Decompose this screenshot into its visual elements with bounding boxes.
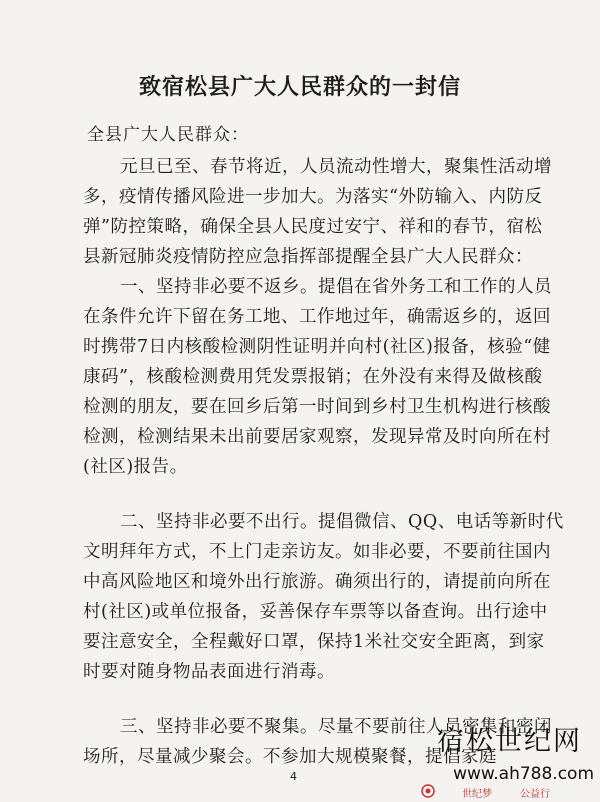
paragraph-line: (社区)报告。 xyxy=(83,457,188,477)
paragraph-line: 在条件允许下留在务工地、工作地过年，确需返乡的，返回 xyxy=(83,307,551,327)
watermark-url: www.ah788.com xyxy=(453,764,594,784)
watermark-slogan-right: 公益行 xyxy=(520,789,550,800)
paragraph-line: 场所，尽量减少聚会。不参加大规模聚餐，提倡家庭 xyxy=(83,747,497,767)
watermark-site-name: 宿松世纪网 xyxy=(437,726,582,757)
site-watermark xyxy=(422,714,600,800)
paragraph-line: 要注意安全，全程戴好口罩，保持1米社交安全距离，到家 xyxy=(83,632,545,652)
paragraph-line: 时携带7日内核酸检测阴性证明并向村(社区)报备，核验“健 xyxy=(83,337,551,357)
paragraph-line: 元旦已至、春节将近，人员流动性增大，聚集性活动增 xyxy=(120,157,552,177)
paragraph-line: 一、坚持非必要不返乡。提倡在省外务工和工作的人员 xyxy=(120,277,552,297)
document-title: 致宿松县广大人民群众的一封信 xyxy=(138,75,461,100)
paragraph-line: 中高风险地区和境外出行旅游。确须出行的，请提前向所在 xyxy=(83,572,551,592)
paragraph-line: 县新冠肺炎疫情防控应急指挥部提醒全县广大人民群众： xyxy=(83,247,533,267)
page-number: 4 xyxy=(290,770,297,783)
paragraph-line: 时要对随身物品表面进行消毒。 xyxy=(83,662,335,682)
salutation: 全县广大人民群众： xyxy=(87,125,249,145)
paragraph-line: 三、坚持非必要不聚集。尽量不要前往人员密集和密闭 xyxy=(120,717,552,737)
paragraph-line: 文明拜年方式，不上门走亲访友。如非必要，不要前往国内 xyxy=(83,542,551,562)
paragraph-line: 多，疫情传播风险进一步加大。为落实“外防输入、内防反 xyxy=(83,187,543,207)
paragraph-line: 二、坚持非必要不出行。提倡微信、QQ、电话等新时代 xyxy=(120,512,564,532)
paragraph-line: 村(社区)或单位报备，妥善保存车票等以备查询。出行途中 xyxy=(83,602,548,622)
paragraph-line: 弹”防控策略，确保全县人民度过安宁、祥和的春节，宿松 xyxy=(83,217,543,237)
watermark-logo-icon xyxy=(421,784,435,798)
paragraph-line: 康码”，核酸检测费用凭发票报销；在外没有来得及做核酸 xyxy=(83,367,543,387)
paragraph-line: 检测，检测结果未出前要居家观察，发现异常及时向所在村 xyxy=(83,427,551,447)
paragraph-line: 检测的朋友，要在回乡后第一时间到乡村卫生机构进行核酸 xyxy=(83,397,551,417)
watermark-slogan-left: 世纪梦 xyxy=(462,789,492,800)
